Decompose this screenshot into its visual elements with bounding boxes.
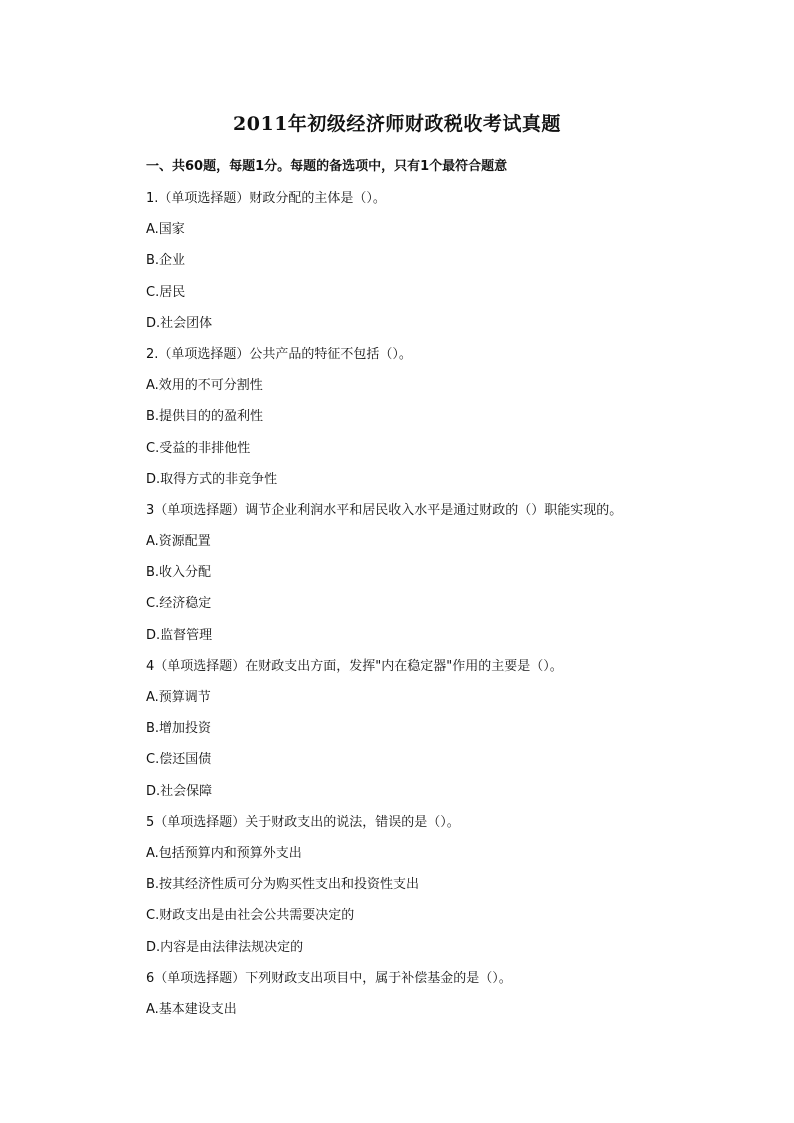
question-2-option-c: C.受益的非排他性 — [146, 440, 251, 456]
question-2-option-d: D.取得方式的非竞争性 — [146, 471, 278, 487]
question-5-option-c: C.财政支出是由社会公共需要决定的 — [146, 908, 355, 924]
question-3-text: 3（单项选择题）调节企业利润水平和居民收入水平是通过财政的（）职能实现的。 — [146, 502, 623, 518]
question-1-option-c: C.居民 — [146, 284, 186, 300]
question-3-option-c: C.经济稳定 — [146, 596, 212, 612]
question-4-option-a: A.预算调节 — [146, 690, 211, 705]
question-1-option-b: B.企业 — [146, 253, 186, 269]
question-4-option-c: C.偿还国债 — [146, 752, 212, 768]
question-3-option-a: A.资源配置 — [146, 534, 211, 550]
question-list — [146, 189, 746, 1031]
question-4-option-b: B.增加投资 — [146, 721, 212, 737]
question-4-text: 4（单项选择题）在财政支出方面，发挥"内在稳定器"作用的主要是（）。 — [146, 658, 563, 674]
question-5-option-d: D.内容是由法律法规决定的 — [146, 939, 304, 955]
question-3-option-d: D.监督管理 — [146, 627, 213, 643]
question-5-option-a: A.包括预算内和预算外支出 — [146, 845, 302, 861]
question-1-option-a: A.国家 — [146, 222, 185, 238]
question-5-text: 5（单项选择题）关于财政支出的说法，错误的是（）。 — [146, 814, 460, 830]
section-heading: 一、共60题，每题1分。每题的备选项中，只有1个最符合题意 — [146, 159, 508, 174]
question-4-option-d: D.社会保障 — [146, 783, 213, 799]
question-5-option-b: B.按其经济性质可分为购买性支出和投资性支出 — [146, 877, 420, 893]
document-title: 2011年初级经济师财政税收考试真题 — [233, 113, 561, 135]
question-2-text: 2.（单项选择题）公共产品的特征不包括（）。 — [146, 346, 412, 362]
question-1-text: 1.（单项选择题）财政分配的主体是（）。 — [146, 191, 386, 206]
question-1-option-d: D.社会团体 — [146, 315, 213, 331]
question-6-option-a: A.基本建设支出 — [146, 1001, 237, 1017]
question-2-option-a: A.效用的不可分割性 — [146, 378, 263, 394]
question-3-option-b: B.收入分配 — [146, 565, 212, 581]
question-2-option-b: B.提供目的的盈利性 — [146, 409, 264, 425]
question-6-text: 6（单项选择题）下列财政支出项目中，属于补偿基金的是（）。 — [146, 970, 512, 986]
